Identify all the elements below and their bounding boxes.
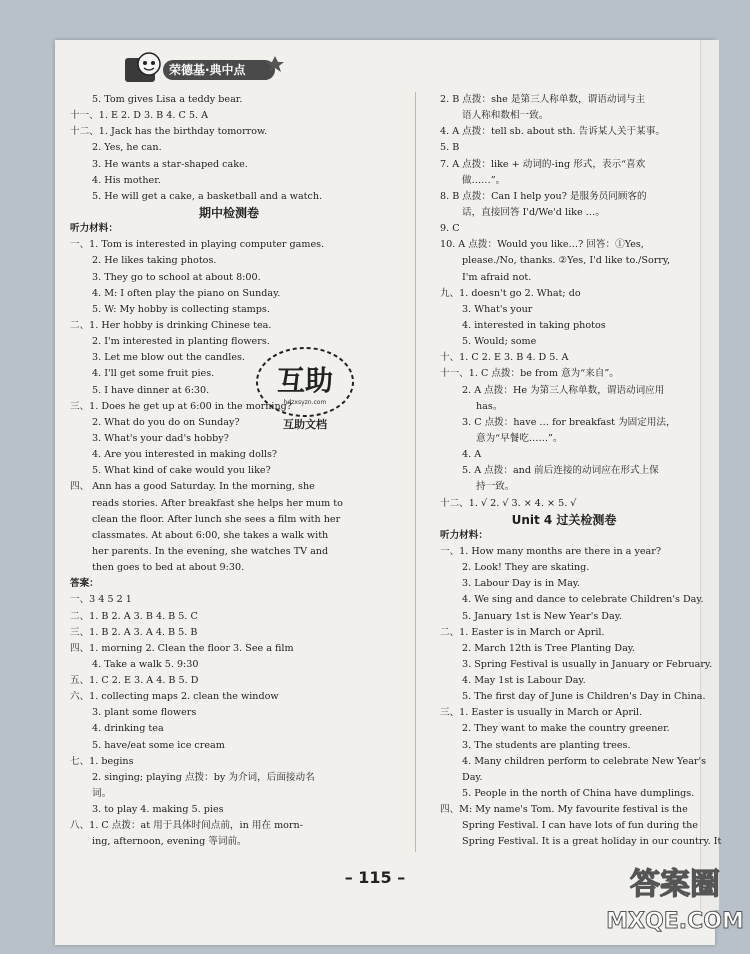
text-line: 3. What's your	[462, 303, 533, 315]
text-line: Spring Festival. It is a great holiday in our country. It	[462, 836, 722, 848]
text-line: 3. Let me blow out the candles.	[92, 352, 245, 364]
text-line: 答案：	[70, 578, 99, 590]
text-line: 4. A	[462, 449, 482, 461]
text-line: 3. plant some flowers	[92, 707, 197, 719]
text-line: 3. C 点拨：have … for breakfast 为固定用法，	[462, 416, 676, 428]
watermark-big-text: 互助	[276, 364, 334, 397]
text-line: 3. to play 4. making 5. pies	[92, 804, 224, 816]
text-line: 二、1. Her hobby is drinking Chinese tea.	[70, 319, 272, 331]
text-line: 十二、1. Jack has the birthday tomorrow.	[70, 126, 268, 138]
text-line: 5. The first day of June is Children's Day in China.	[462, 691, 706, 703]
text-line: 二、1. Easter is in March or April.	[440, 626, 605, 638]
page-number: – 115 –	[344, 868, 406, 887]
text-line: 5. B	[440, 142, 460, 154]
text-line: ing, afternoon, evening 等词前。	[92, 836, 247, 848]
text-line: 十一、1. C 点拨：be from 意为“来自”。	[440, 368, 619, 380]
text-line: 4. Are you interested in making dolls?	[92, 449, 278, 461]
header-logo-text: 荣德基·典中点	[169, 63, 246, 77]
text-line: 10. A 点拨：Would you like…? 回答：①Yes,	[440, 239, 644, 251]
text-line: 5. What kind of cake would you like?	[92, 465, 271, 477]
text-line: 4. May 1st is Labour Day.	[462, 675, 586, 687]
text-line: 5. have/eat some ice cream	[92, 739, 225, 751]
left-column	[70, 92, 388, 851]
text-line: 2. A 点拨：He 为第三人称单数，谓语动词应用	[462, 384, 665, 396]
text-line: 做……”。	[462, 174, 506, 186]
text-line: 九、1. doesn't go 2. What; do	[440, 287, 581, 299]
watermark-url-text: hdzxsyzn.com	[283, 399, 327, 406]
corner-watermark	[606, 860, 744, 940]
text-line: 八、1. C 点拨：at 用于具体时间点前，in 用在 morn-	[70, 820, 303, 832]
text-line: 意为“早餐吃……”。	[476, 432, 563, 444]
text-line: 3. The students are planting trees.	[462, 739, 631, 751]
text-line: 词。	[92, 788, 112, 800]
section-title: 期中检测卷	[198, 205, 259, 220]
text-line: 5. I have dinner at 6:30.	[92, 384, 210, 396]
text-line: please./No, thanks. ②Yes, I'd like to./Sorry,	[462, 255, 671, 267]
text-line: Day.	[462, 771, 483, 783]
right-column	[440, 92, 722, 851]
text-line: 十、1. C 2. E 3. B 4. D 5. A	[440, 352, 569, 364]
text-line: 4. A 点拨：tell sb. about sth. 告诉某人关于某事。	[440, 126, 665, 138]
watermark-stamp	[250, 340, 360, 435]
text-line: 4. interested in taking photos	[462, 319, 606, 331]
text-line: 三、1. Easter is usually in March or April.	[440, 707, 643, 719]
text-line: 2. March 12th is Tree Planting Day.	[462, 642, 635, 654]
text-line: 5. Would; some	[462, 336, 537, 348]
text-line: 话，直接回答 I'd/We'd like …。	[462, 206, 605, 218]
text-line: 持一致。	[476, 481, 515, 493]
text-line: clean the floor. After lunch she sees a film with her	[92, 513, 341, 525]
text-line: 5. A 点拨：and 前后连接的动词应在形式上保	[462, 465, 659, 477]
text-line: 3. They go to school at about 8:00.	[92, 271, 261, 283]
text-line: 2. What do you do on Sunday?	[92, 416, 240, 428]
text-line: 5. He will get a cake, a basketball and a watch.	[92, 190, 323, 202]
text-line: 六、1. collecting maps 2. clean the window	[70, 691, 279, 703]
text-line: 二、1. B 2. A 3. B 4. B 5. C	[70, 610, 198, 622]
section-title: Unit 4 过关检测卷	[511, 512, 617, 527]
text-line: 一、3 4 5 2 1	[70, 594, 132, 606]
watermark-bottom-text: 互助文档	[283, 418, 327, 431]
text-line: 2. singing; playing 点拨：by 为介词，后面接动名	[92, 771, 315, 783]
text-line: 9. C	[440, 223, 460, 235]
text-line: 4. Many children perform to celebrate New Year's	[462, 755, 707, 767]
text-line: 2. Look! They are skating.	[462, 562, 590, 574]
text-line: 语人称和数相一致。	[462, 110, 549, 122]
text-line: 5. People in the north of China have dumplings.	[462, 788, 695, 800]
text-line: 3. He wants a star-shaped cake.	[92, 158, 248, 170]
text-line: then goes to bed at about 9:30.	[92, 562, 245, 574]
text-line: reads stories. After breakfast she helps her mum to	[92, 497, 343, 509]
text-line: 十一、1. E 2. D 3. B 4. C 5. A	[70, 110, 209, 122]
text-line: 三、1. Does he get up at 6:00 in the morning?	[70, 400, 292, 412]
text-line: 听力材料：	[70, 223, 118, 235]
text-line: 一、1. Tom is interested in playing computer games.	[70, 239, 325, 251]
text-line: I'm afraid not.	[462, 271, 532, 283]
text-line: 3. Spring Festival is usually in January or February.	[462, 658, 713, 670]
text-line: 2. He likes taking photos.	[92, 255, 217, 267]
column-divider	[415, 92, 416, 852]
text-line: 2. Yes, he can.	[92, 142, 162, 154]
text-line: 2. B 点拨：she 是第三人称单数，谓语动词与主	[440, 94, 646, 105]
text-line: 5. W: My hobby is collecting stamps.	[92, 303, 270, 315]
page-edge-strip	[700, 40, 719, 910]
text-line: has。	[476, 400, 503, 412]
text-line: 4. His mother.	[92, 174, 161, 186]
corner-watermark-cn: 答案圈	[630, 867, 720, 902]
text-line: her parents. In the evening, she watches TV and	[92, 545, 329, 557]
text-line: 2. I'm interested in planting flowers.	[92, 336, 270, 348]
header-logo	[125, 52, 290, 88]
text-line: 三、1. B 2. A 3. A 4. B 5. B	[70, 626, 198, 638]
text-line: 一、1. How many months are there in a year?	[440, 545, 661, 557]
text-line: classmates. At about 6:00, she takes a walk with	[92, 529, 329, 541]
text-line: 五、1. C 2. E 3. A 4. B 5. D	[70, 675, 199, 687]
text-line: 4. drinking tea	[92, 723, 164, 735]
text-line: 5. Tom gives Lisa a teddy bear.	[92, 94, 243, 105]
text-line: 4. Take a walk 5. 9:30	[92, 658, 199, 670]
text-line: 十二、1. √ 2. √ 3. × 4. × 5. √	[440, 497, 577, 509]
text-line: 3. What's your dad's hobby?	[92, 432, 229, 444]
text-line: 4. We sing and dance to celebrate Children's Day.	[462, 594, 704, 606]
text-line: 8. B 点拨：Can I help you? 是服务员同顾客的	[440, 190, 647, 202]
text-line: 四、1. morning 2. Clean the floor 3. See a film	[70, 642, 294, 654]
text-line: 四、 Ann has a good Saturday. In the morning, she	[70, 481, 315, 493]
text-line: 四、M: My name's Tom. My favourite festival is the	[440, 804, 688, 816]
corner-watermark-url: MXQE.COM	[606, 909, 744, 934]
text-line: Spring Festival. I can have lots of fun during the	[462, 820, 698, 832]
text-line: 4. I'll get some fruit pies.	[92, 368, 215, 380]
text-line: 5. January 1st is New Year's Day.	[462, 610, 622, 622]
text-line: 七、1. begins	[70, 755, 134, 767]
text-line: 7. A 点拨：like + 动词的-ing 形式，表示“喜欢	[440, 158, 646, 170]
text-line: 3. Labour Day is in May.	[462, 578, 580, 590]
text-line: 2. They want to make the country greener.	[462, 723, 670, 735]
text-line: 听力材料：	[440, 529, 488, 541]
text-line: 4. M: I often play the piano on Sunday.	[92, 287, 281, 299]
